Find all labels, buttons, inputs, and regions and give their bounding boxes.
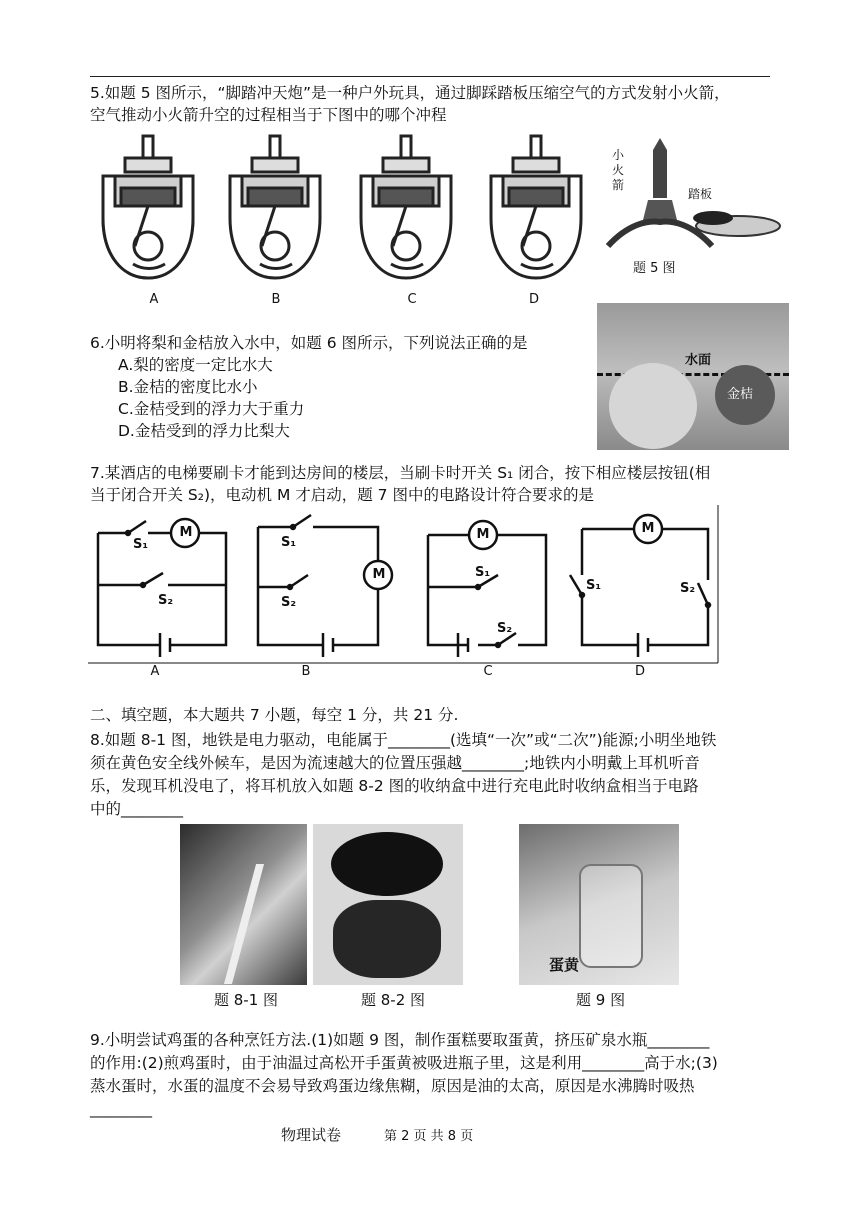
switch1-label-b: S₁: [281, 535, 297, 550]
q7-option-b: B: [301, 664, 311, 679]
switch1-label-c: S₁: [475, 565, 491, 580]
subway-photo: [180, 824, 307, 985]
q9-line1: 9.小明尝试鸡蛋的各种烹饪方法.(1)如题 9 图，制作蛋糕要取蛋黄，挤压矿泉水瓶________: [90, 1031, 710, 1049]
motor-label-a: M: [179, 525, 193, 540]
q5-fig-caption: 题 5 图: [633, 261, 676, 276]
pear-shape: [609, 363, 697, 449]
top-rule: [90, 76, 770, 77]
q5-option-b: B: [271, 292, 281, 307]
q8-line2: 须在黄色安全线外候车，是因为流速越大的位置压强越________;地铁内小明戴上耳机听音: [90, 754, 700, 772]
q6-photo: [597, 303, 789, 450]
q6-option-a: A.梨的密度一定比水大: [118, 356, 273, 374]
switch2-label-b: S₂: [281, 595, 297, 610]
yolk-label: 蛋黄: [549, 956, 580, 974]
caption-fig-9: 题 9 图: [576, 991, 626, 1009]
q6-stem: 6.小明将梨和金桔放入水中，如题 6 图所示，下列说法正确的是: [90, 334, 528, 352]
egg-bottle-photo: [519, 824, 679, 985]
motor-label-c: M: [476, 527, 490, 542]
switch1-label-d: S₁: [586, 578, 602, 593]
kumquat-label: 金桔: [727, 387, 754, 402]
q6-option-c: C.金桔受到的浮力大于重力: [118, 400, 305, 418]
q5-option-d: D: [528, 292, 539, 307]
q9-line4: ________: [90, 1100, 152, 1118]
q7-option-a: A: [150, 664, 160, 679]
footer-page-number: 第 2 页 共 8 页: [384, 1129, 474, 1144]
q9-line3: 蒸水蛋时，水蛋的温度不会易导致鸡蛋边缘焦糊，原因是油的太高，原因是水沸腾时吸热: [90, 1077, 695, 1095]
case-lid: [331, 832, 443, 896]
q5-option-a: A: [149, 292, 159, 307]
pedal-label: 踏板: [688, 187, 713, 201]
water-surface-label: 水面: [685, 353, 712, 368]
caption-fig-8-2: 题 8-2 图: [361, 991, 426, 1009]
caption-fig-8-1: 题 8-1 图: [214, 991, 279, 1009]
platform-line: [224, 864, 264, 984]
motor-label-d: M: [641, 521, 655, 536]
case-body: [333, 900, 441, 978]
q7-option-d: D: [634, 664, 645, 679]
q8-line4: 中的________: [90, 800, 184, 818]
q8-line1: 8.如题 8-1 图，地铁是电力驱动，电能属于________(选填“一次”或“二次”)能源;小明坐地铁: [90, 731, 717, 749]
q5-option-c: C: [407, 292, 417, 307]
switch1-label-a: S₁: [133, 537, 149, 552]
switch2-label-c: S₂: [497, 621, 513, 636]
motor-label-b: M: [372, 567, 386, 582]
q6-option-b: B.金桔的密度比水小: [118, 378, 258, 396]
q9-line2: 的作用:(2)煎鸡蛋时，由于油温过高松开手蛋黄被吸进瓶子里，这是利用________高于水;(3): [90, 1054, 718, 1072]
q7-line1: 7.某酒店的电梯要刷卡才能到达房间的楼层，当刷卡时开关 S₁ 闭合，按下相应楼层按钮(相: [90, 464, 711, 482]
switch2-label-d: S₂: [680, 581, 696, 596]
earphone-case-photo: [313, 824, 463, 985]
q6-option-d: D.金桔受到的浮力比梨大: [118, 422, 290, 440]
q5-line1: 5.如题 5 图所示，“脚踏冲天炮”是一种户外玩具，通过脚踩踏板压缩空气的方式发射小火箭，: [90, 84, 730, 102]
q7-option-c: C: [483, 664, 493, 679]
switch2-label-a: S₂: [158, 593, 174, 608]
footer-subject: 物理试卷: [281, 1126, 342, 1144]
q7-line2: 当于闭合开关 S₂)，电动机 M 才启动，题 7 图中的电路设计符合要求的是: [90, 486, 594, 504]
q5-line2: 空气推动小火箭升空的过程相当于下图中的哪个冲程: [90, 106, 447, 124]
bottle-shape: [579, 864, 643, 968]
engine-stroke-figures: [95, 128, 605, 293]
q8-line3: 乐，发现耳机没电了，将耳机放入如题 8-2 图的收纳盒中进行充电此时收纳盒相当于电路: [90, 777, 699, 795]
rocket-label: 小火箭: [612, 148, 625, 192]
section2-heading: 二、填空题，本大题共 7 小题，每空 1 分，共 21 分.: [90, 706, 459, 724]
